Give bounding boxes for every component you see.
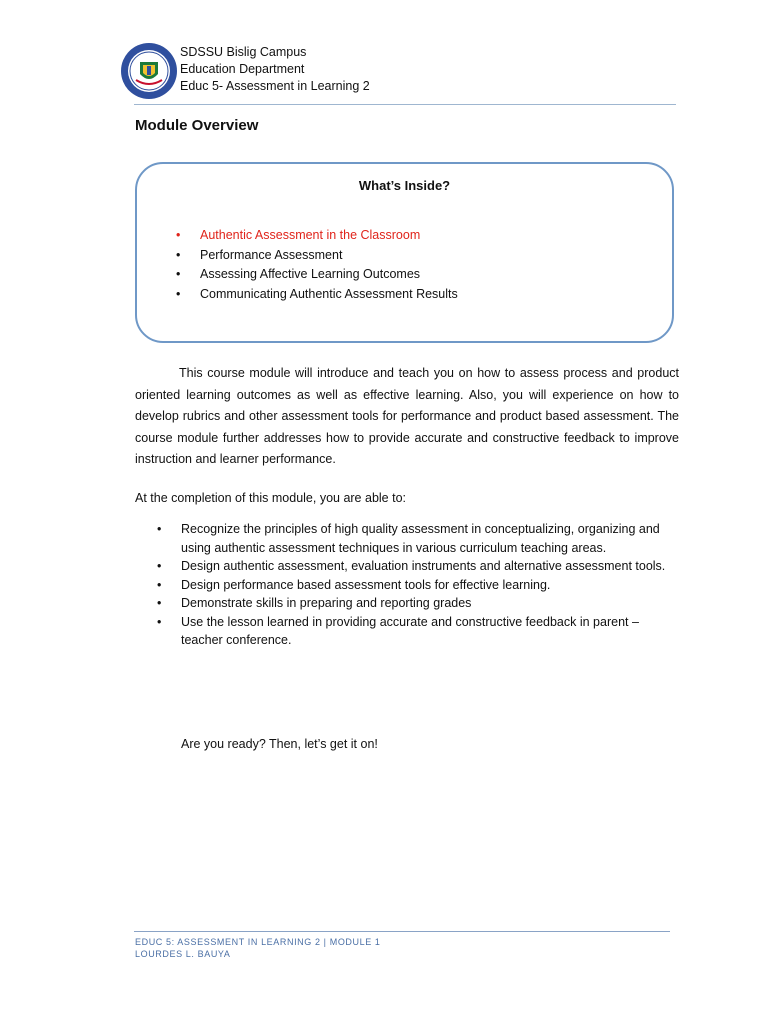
list-item: • Design performance based assessment tools for effective learning. [135,576,679,595]
list-item: • Authentic Assessment in the Classroom [137,226,458,246]
bullet-icon: • [176,228,181,242]
list-item: • Recognize the principles of high quality assessment in conceptualizing, organizing and using authentic assessment techniques in various curriculum teaching areas. [157,522,660,555]
bullet-icon: • [176,267,181,281]
list-item: • Communicating Authentic Assessment Results [137,285,458,305]
header-divider [134,104,676,105]
campus-name: SDSSU Bislig Campus [180,45,307,59]
whats-inside-box [135,162,674,343]
bullet-icon: • [157,596,162,610]
document-footer [135,936,381,960]
bullet-icon: • [157,614,162,629]
bullet-icon: • [157,577,162,592]
list-item: • Performance Assessment [137,246,458,266]
list-item: • Assessing Affective Learning Outcomes [137,265,458,285]
whats-inside-title: What’s Inside? [358,178,451,193]
closing-line: Are you ready? Then, let’s get it on! [181,737,378,751]
list-item: • Demonstrate skills in preparing and reporting grades [135,594,679,613]
footer-course: EDUC 5: ASSESSMENT IN LEARNING 2 | MODULE 1 [135,937,381,947]
list-item: • Use the lesson learned in providing accurate and constructive feedback in parent – teacher conference. [157,614,639,647]
list-item: • Design authentic assessment, evaluation instruments and alternative assessment tools. [135,557,679,576]
outcomes-lead: At the completion of this module, you are able to: [135,491,406,505]
course-name: Educ 5- Assessment in Learning 2 [180,79,370,93]
bullet-icon: • [176,247,181,262]
whats-inside-list [137,226,458,304]
bullet-icon: • [157,559,162,573]
page-title: Module Overview [135,117,259,134]
footer-author: LOURDES L. BAUYA [135,949,231,959]
outcomes-list [135,520,679,650]
university-seal-icon [120,42,178,100]
intro-paragraph: This course module will introduce and teach you on how to assess process and product oriented learning outcomes as well as effective learning. Also, you will experience on how to develop rubrics and other assessment tools for performance and product based assessment. The course module further addresses how to provide accurate and constructive feedback to improve instruction and learner performance. [135,366,679,466]
document-header [180,44,370,95]
department-name: Education Department [180,62,305,76]
footer-divider [134,931,670,932]
bullet-icon: • [157,522,162,536]
bullet-icon: • [176,286,181,301]
